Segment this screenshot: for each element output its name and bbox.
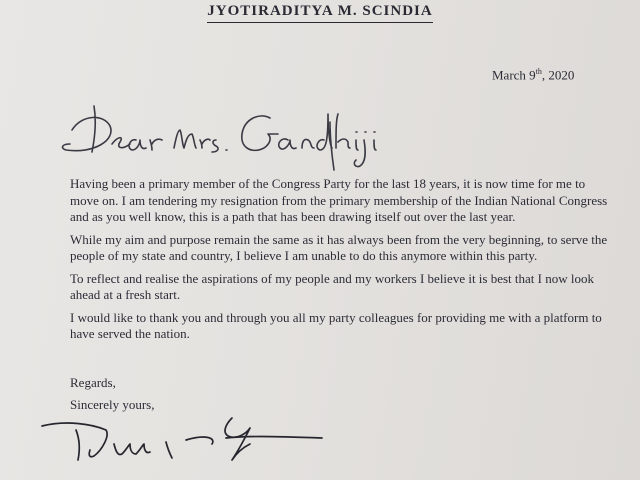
salutation-text xyxy=(392,100,393,101)
letterhead xyxy=(0,2,640,23)
date-text: March 9 xyxy=(492,67,536,83)
paragraph-4: I would like to thank you and through you all my party colleagues for providing me with a platform to have served the nation. xyxy=(70,309,602,341)
paragraph-2: While my aim and purpose remain the same as it has always been from the very beginning, to serve the people of my state and country, I believe I am unable to do this anymore within this party. xyxy=(70,231,608,263)
date-ordinal: th xyxy=(535,67,542,76)
handwritten-salutation xyxy=(52,100,392,172)
salutation-handwriting xyxy=(52,100,392,172)
letterhead-name: JYOTIRADITYA M. SCINDIA xyxy=(207,3,432,23)
closing-regards: Regards, xyxy=(70,375,116,390)
date-year: , 2020 xyxy=(541,67,575,83)
letter-date xyxy=(492,67,574,83)
paragraph-1: Having been a primary member of the Congress Party for the last 18 years, it is now time for me to move on. I am tendering my resignation from the primary membership of the Indian National Congress and as you well know, this is a path that has been drawing itself out over the last year. xyxy=(70,176,608,224)
signature-graphic xyxy=(36,410,336,480)
signature xyxy=(36,410,336,480)
paragraph-3: To reflect and realise the aspirations of my people and my workers I believe it is best that I now look ahead at a fresh start. xyxy=(70,270,594,302)
closing-sincerely: Sincerely yours, xyxy=(70,397,155,412)
letter-body xyxy=(70,176,610,349)
